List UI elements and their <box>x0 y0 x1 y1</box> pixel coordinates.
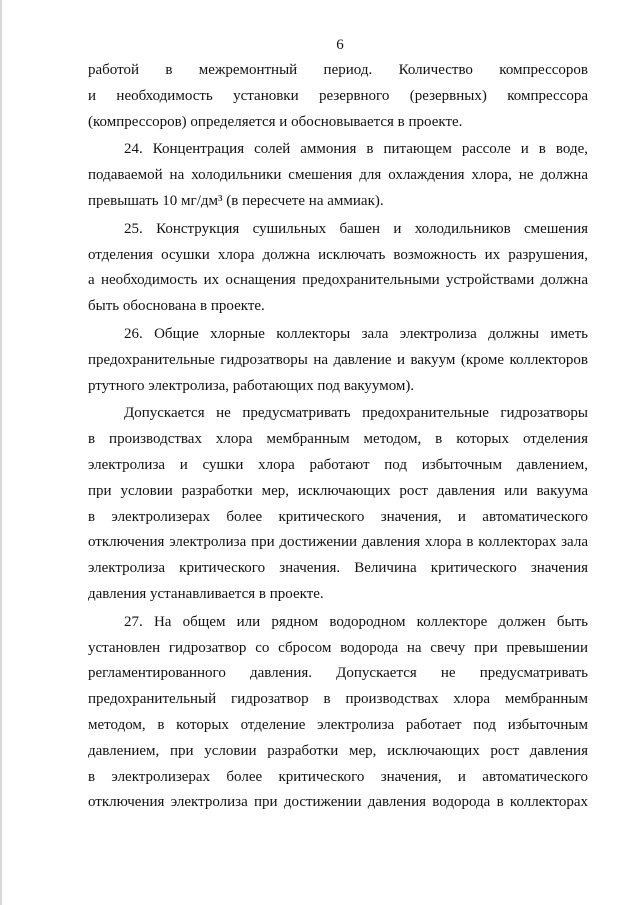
paragraph-continuation <box>88 58 588 135</box>
text-line: отделения осушки хлора должна исключать возможность их разрушения, <box>88 246 588 263</box>
text-line: отключения электролиза при достижении давления хлора в коллекторах зала <box>88 534 588 551</box>
paragraph-exception <box>88 401 588 607</box>
text-line: регламентированного давления. Допускается не предусматривать <box>88 665 588 682</box>
text-line: работой в межремонтный период. Количество компрессоров <box>88 62 588 78</box>
text-line: (компрессоров) определяется и обосновывается в проекте. <box>88 113 463 130</box>
text-line: 27. На общем или рядном водородном коллекторе должен быть <box>124 613 588 630</box>
text-line: давлением, при условии разработки мер, исключающих рост давления <box>88 742 588 759</box>
text-line: установлен гидрозатвор со сбросом водорода на свечу при превышении <box>88 639 588 656</box>
text-line: 25. Конструкция сушильных башен и холодильников смешения <box>124 220 588 237</box>
text-line: в производствах хлора мембранным методом, в которых отделения <box>88 431 588 448</box>
text-line: 24. Концентрация солей аммония в питающем рассоле и в воде, <box>124 141 588 158</box>
text-line: а необходимость их оснащения предохранительными устройствами должна <box>88 272 588 289</box>
text-line: электролиза критического значения. Величина критического значения <box>88 560 588 577</box>
paragraph-25 <box>88 217 588 320</box>
text-line: давления устанавливается в проекте. <box>88 585 324 602</box>
text-line: электролиза и сушки хлора работают под избыточным давлением, <box>88 456 588 473</box>
text-line: быть обоснована в проекте. <box>88 298 265 315</box>
text-line: подаваемой на холодильники смешения для охлаждения хлора, не должна <box>88 167 588 184</box>
text-line: при условии разработки мер, исключающих рост давления или вакуума <box>88 482 588 499</box>
text-line: отключения электролиза при достижении давления водорода в коллекторах <box>88 794 588 811</box>
text-line: 26. Общие хлорные коллекторы зала электролиза должны иметь <box>124 325 588 342</box>
paragraph-24 <box>88 137 588 214</box>
scan-edge <box>0 0 2 905</box>
text-line: и необходимость установки резервного (резервных) компрессора <box>88 87 588 104</box>
paragraph-27 <box>88 610 588 816</box>
text-line: предохранительные гидрозатворы на давление и вакуум (кроме коллекторов <box>88 351 588 368</box>
text-line: превышать 10 мг/дм³ (в пересчете на аммиак). <box>88 192 384 209</box>
text-line: ртутного электролиза, работающих под вакуумом). <box>88 377 415 394</box>
text-line: методом, в которых отделение электролиза работает под избыточным <box>88 716 588 733</box>
text-line: в электролизерах более критического значения, и автоматического <box>88 768 588 785</box>
text-line: предохранительный гидрозатвор в производствах хлора мембранным <box>88 691 588 708</box>
text-line: в электролизерах более критического значения, и автоматического <box>88 508 588 525</box>
page-number: 6 <box>336 37 344 53</box>
text-line: Допускается не предусматривать предохранительные гидрозатворы <box>124 405 588 422</box>
paragraph-26 <box>88 322 588 399</box>
document-body <box>88 58 588 818</box>
